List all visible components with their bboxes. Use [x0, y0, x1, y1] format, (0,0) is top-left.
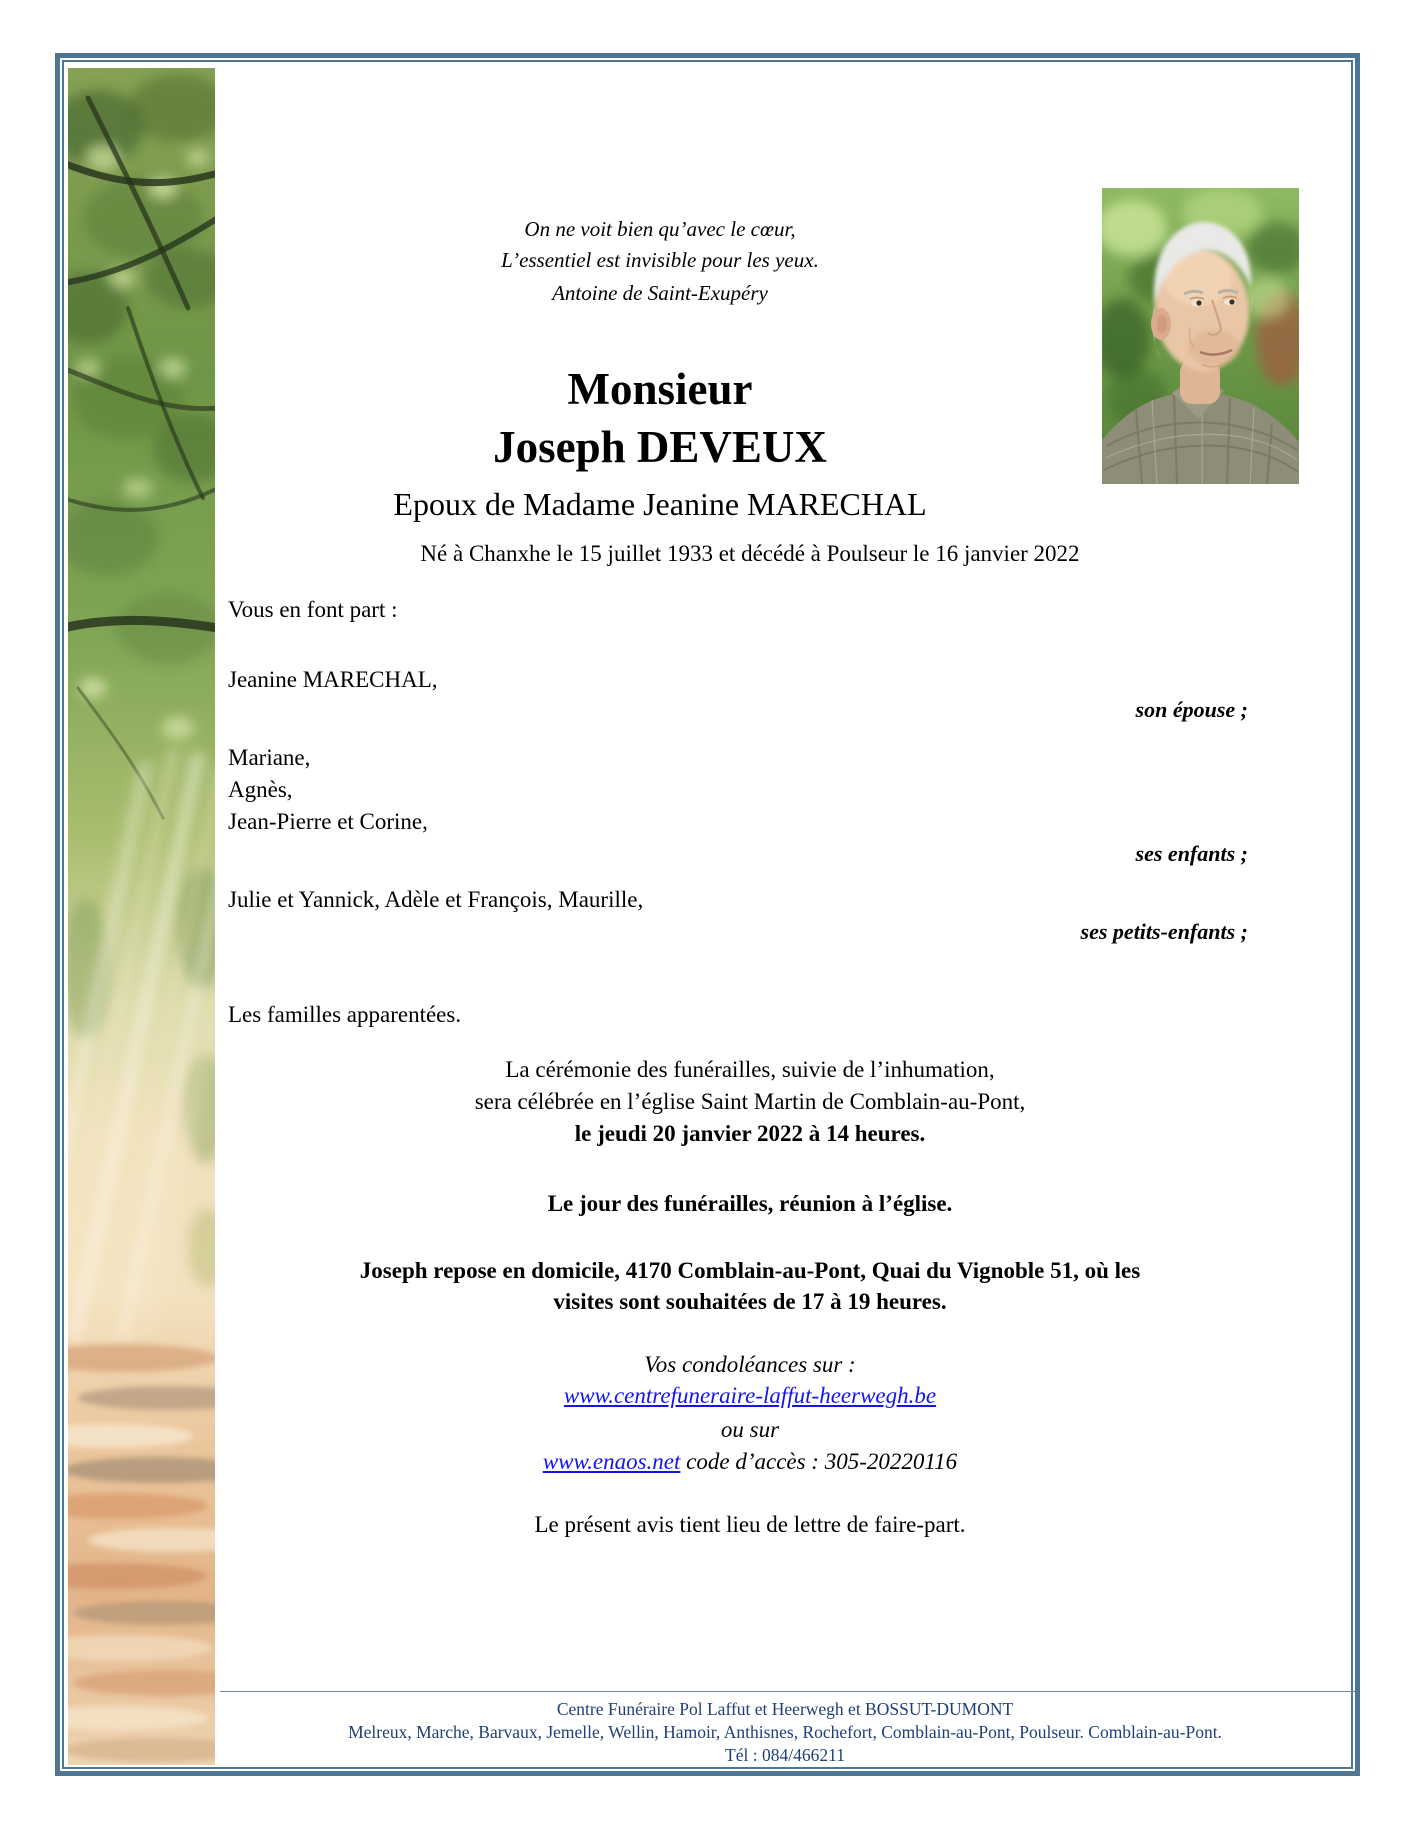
- role-children: ses enfants ;: [1135, 841, 1248, 866]
- condolences-link-2-row: [215, 1447, 1285, 1476]
- ceremony-line-1: La cérémonie des funérailles, suivie de l’inhumation,: [505, 1057, 995, 1082]
- condolences-link-2[interactable]: www.enaos.net: [542, 1449, 681, 1474]
- wife-name: Jeanine MARECHAL,: [228, 667, 438, 692]
- role-grandchildren: ses petits-enfants ;: [1080, 919, 1248, 944]
- repose-line-2: visites sont souhaitées de 17 à 19 heures.: [553, 1289, 947, 1314]
- funeral-home-name: Centre Funéraire Pol Laffut et Heerwegh et BOSSUT-DUMONT: [556, 1699, 1014, 1719]
- funeral-home-phone: Tél : 084/466211: [725, 1745, 845, 1765]
- announcement-intro: Vous en font part :: [228, 597, 398, 622]
- quote-line-1: On ne voit bien qu’avec le cœur,: [524, 217, 796, 241]
- ceremony-meeting: Le jour des funérailles, réunion à l’église.: [547, 1191, 953, 1216]
- footer-divider: [220, 1691, 1355, 1692]
- child-name-3: Jean-Pierre et Corine,: [228, 809, 428, 834]
- portrait-photo: [1102, 188, 1299, 484]
- related-families: Les familles apparentées.: [228, 1002, 462, 1027]
- condolences-or: ou sur: [720, 1417, 780, 1442]
- role-spouse: son épouse ;: [1135, 697, 1248, 722]
- condolences-intro: Vos condoléances sur :: [644, 1352, 856, 1377]
- deceased-title: Monsieur: [567, 364, 753, 414]
- quote-line-2: L’essentiel est invisible pour les yeux.: [501, 248, 819, 272]
- quote-author: Antoine de Saint-Exupéry: [552, 281, 768, 305]
- decorative-forest-image: [68, 68, 215, 1765]
- ceremony-date: le jeudi 20 janvier 2022 à 14 heures.: [574, 1121, 926, 1146]
- deceased-name: Joseph DEVEUX: [493, 422, 827, 472]
- notice-line: Le présent avis tient lieu de lettre de faire-part.: [534, 1512, 966, 1537]
- repose-line-1: Joseph repose en domicile, 4170 Comblain-au-Pont, Quai du Vignoble 51, où les: [359, 1258, 1141, 1283]
- life-dates: Né à Chanxhe le 15 juillet 1933 et décédé à Poulseur le 16 janvier 2022: [420, 541, 1080, 566]
- child-name-1: Mariane,: [228, 745, 311, 770]
- condolences-link-1-row: [215, 1383, 1285, 1409]
- child-name-2: Agnès,: [228, 777, 293, 802]
- funeral-home-locations: Melreux, Marche, Barvaux, Jemelle, Wellin, Hamoir, Anthisnes, Rochefort, Comblain-au-Pont, Poulseur. Comblain-au-Pont.: [348, 1722, 1222, 1742]
- access-code: code d’accès : 305-20220116: [686, 1449, 958, 1474]
- spouse-line: Epoux de Madame Jeanine MARECHAL: [393, 486, 927, 522]
- ceremony-line-2: sera célébrée en l’église Saint Martin de Comblain-au-Pont,: [474, 1089, 1026, 1114]
- condolences-link-1[interactable]: www.centrefuneraire-laffut-heerwegh.be: [563, 1383, 937, 1408]
- grandchildren-names: Julie et Yannick, Adèle et François, Maurille,: [228, 887, 644, 912]
